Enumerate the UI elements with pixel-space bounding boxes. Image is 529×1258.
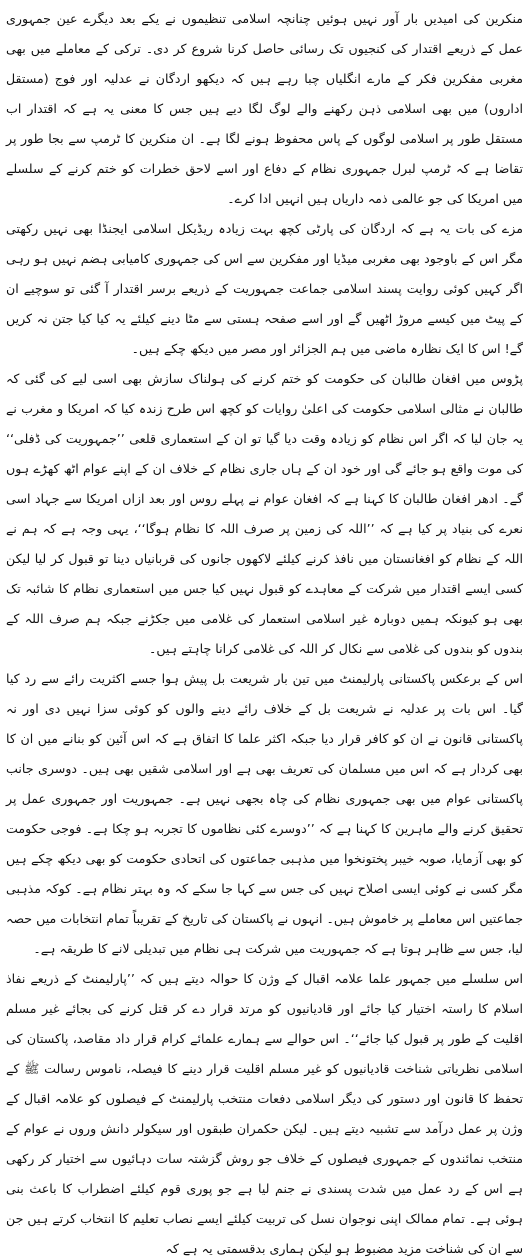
paragraph-1: منکرین کی امیدیں بار آور نہیں ہوئیں چنانچہ اسلامی تنظیموں نے یکے بعد دیگرے عین جمہوری عمل کے ذریعے اقتدار کی کنجیوں تک رسائی حاصل کرنا شروع کر دی۔ ترکی کے معاملے میں بھی مغربی مفکرین فکر کے مارے انگلیاں چبا رہے ہیں کہ دیکھو اردگان نے عدلیہ اور فوج (مستقل اداروں) میں بھی اسلامی ذہن رکھنے والے لوگ لگا دیے ہیں جس کا معنی یہ ہے کہ اقتدار اب مستقل طور پر اسلامی لوگوں کے پاس محفوظ ہونے لگا ہے۔ ان منکرین کا ٹرمپ سے بجا طور پر تقاضا ہے کہ ٹرمپ لبرل جمہوری نظام کے دفاع اور اسے لاحق خطرات کو ختم کرنے کے سلسلے میں امریکا کی جو عالمی ذمہ داریاں ہیں انہیں ادا کرے۔ [6,11,523,206]
paragraph-4: اس کے برعکس پاکستانی پارلیمنٹ میں تین بار شریعت بل پیش ہوا جسے اکثریت رائے سے رد کیا گیا۔ اس بات پر عدلیہ نے شریعت بل کے خلاف رائے دینے والوں کو کوئی سزا نہیں دی اور نہ پاکستانی قانون نے ان کو کافر قرار دیا جبکہ اکثر علما کا اتفاق ہے کہ اس آئین کو بنانے میں ان کا بھی کردار ہے کہ اس میں مسلمان کی تعریف بھی ہے اور اسلامی شقیں بھی ہیں۔ دوسری جانب پاکستانی عوام میں بھی جمہوری نظام کی چاہ بجھی نہیں ہے۔ جمہوریت اور جمہوری عمل پر تحقیق کرنے والے ماہرین کا کہنا ہے کہ ’’دوسرے کئی نظاموں کا تجربہ ہو چکا ہے۔ فوجی حکومت کو بھی آزمایا، صوبہ خیبر پختونخوا میں مذہبی جماعتوں کی اتحادی حکومت کو بھی دیکھ چکے ہیں مگر کسی نے کوئی ایسی اصلاح نہیں کی جس سے کہا جا سکے کہ وہ بہتر نظام ہے۔ کوکہ مذہبی جماعتیں اس معاملے پر خاموش ہیں۔ انہوں نے پاکستان کی تاریخ کے تقریباً تمام انتخابات میں حصہ لیا، جس سے ظاہر ہوتا ہے کہ جمہوریت میں شرکت ہی نظام میں تبدیلی لانے کا طریقہ ہے۔ [6,671,523,956]
paragraph-3: پڑوس میں افغان طالبان کی حکومت کو ختم کرنے کی ہولناک سازش بھی اسی لیے کی گئی کہ طالبان نے مثالی اسلامی حکومت کی اعلیٰ روایات کو کچھ اس طرح زندہ کیا کہ امریکا و مغرب نے یہ جان لیا کہ اگر اس نظام کو زیادہ وقت دیا گیا تو ان کے استعماری قلعی ’’جمہوریت کی ڈفلی‘‘ کی موت واقع ہو جائے گی اور خود ان کے ہاں جاری نظام کے خلاف ان کے اپنے عوام اٹھ کھڑے ہوں گے۔ ادھر افغان طالبان کا کہنا ہے کہ افغان عوام نے پہلے روس اور بعد ازاں امریکا سے جہاد اسی نعرے کی بنیاد پر کیا ہے کہ ’’اللہ کی زمین پر صرف اللہ کا نظام ہوگا‘‘، یہی وجہ ہے کہ ہم نے اللہ کے نظام کو افغانستان میں نافذ کرنے کیلئے لاکھوں جانوں کی قربانیاں دینا تو قبول کر لیا لیکن کسی ایسے اقتدار میں شرکت کے معاہدے کو قبول نہیں کیا جس میں استعماری نظام کا شائبہ تک بھی ہو کیونکہ ہمیں دوبارہ غیر اسلامی استعمار کی غلامی میں جکڑنے جبکہ ہم صرف اللہ کے بندوں کو بندوں کی غلامی سے نکال کر اللہ کی غلامی کرانا چاہتے ہیں۔ [6,371,523,656]
paragraph-5: اس سلسلے میں جمہور علما علامہ اقبال کے وژن کا حوالہ دیتے ہیں کہ ’’پارلیمنٹ کے ذریعے نفاذ اسلام کا راستہ اختیار کیا جائے اور قادیانیوں کو مرتد قرار دے کر قتل کرنے کی بجائے غیر مسلم اقلیت کے طور پر قبول کیا جائے‘‘۔ اس حوالے سے ہمارے علمائے کرام قرار داد مقاصد، پاکستان کی اسلامی نظریاتی شناخت قادیانیوں کو غیر مسلم اقلیت قرار دینے کا فیصلہ، ناموس رسالت ﷺ کے تحفظ کا قانون اور دستور کی دیگر اسلامی دفعات منتخب پارلیمنٹ کے فیصلوں کو علامہ اقبال کے وژن پر عمل درآمد سے تشبیہ دیتے ہیں۔ لیکن حکمران طبقوں اور سیکولر دانش وروں نے عوام کے منتخب نمائندوں کے جمہوری فیصلوں کے خلاف جو روش گزشتہ سات دہائیوں سے اختیار کر رکھی ہے اس کے رد عمل میں شدت پسندی نے جنم لیا ہے جو پوری قوم کیلئے اضطراب کا باعث بنی ہوئی ہے۔ تمام ممالک اپنی نوجوان نسل کی تربیت کیلئے ایسے نصاب تعلیم کا انتخاب کرتے ہیں جن سے ان کی شناخت مزید مضبوط ہو لیکن ہماری بدقسمتی یہ ہے کہ [6,971,523,1256]
paragraph-2: مزے کی بات یہ ہے کہ اردگان کی پارٹی کچھ بہت زیادہ ریڈیکل اسلامی ایجنڈا بھی نہیں رکھتی مگر اس کے باوجود بھی مغربی میڈیا اور مفکرین سے اس کی جمہوری کامیابی ہضم نہیں ہو رہی اگر کہیں کوئی روایت پسند اسلامی جماعت جمہوریت کے ذریعے برسر اقتدار آ گئی تو سوچیے ان کے پیٹ میں کیسے مروڑ اٹھیں گے اور اسے صفحہ ہستی سے مٹا دینے کیلئے یہ کیا کیا جتن نہ کریں گے! اس کا ایک نظارہ ماضی میں ہم الجزائر اور مصر میں دیکھ چکے ہیں۔ [6,221,523,356]
